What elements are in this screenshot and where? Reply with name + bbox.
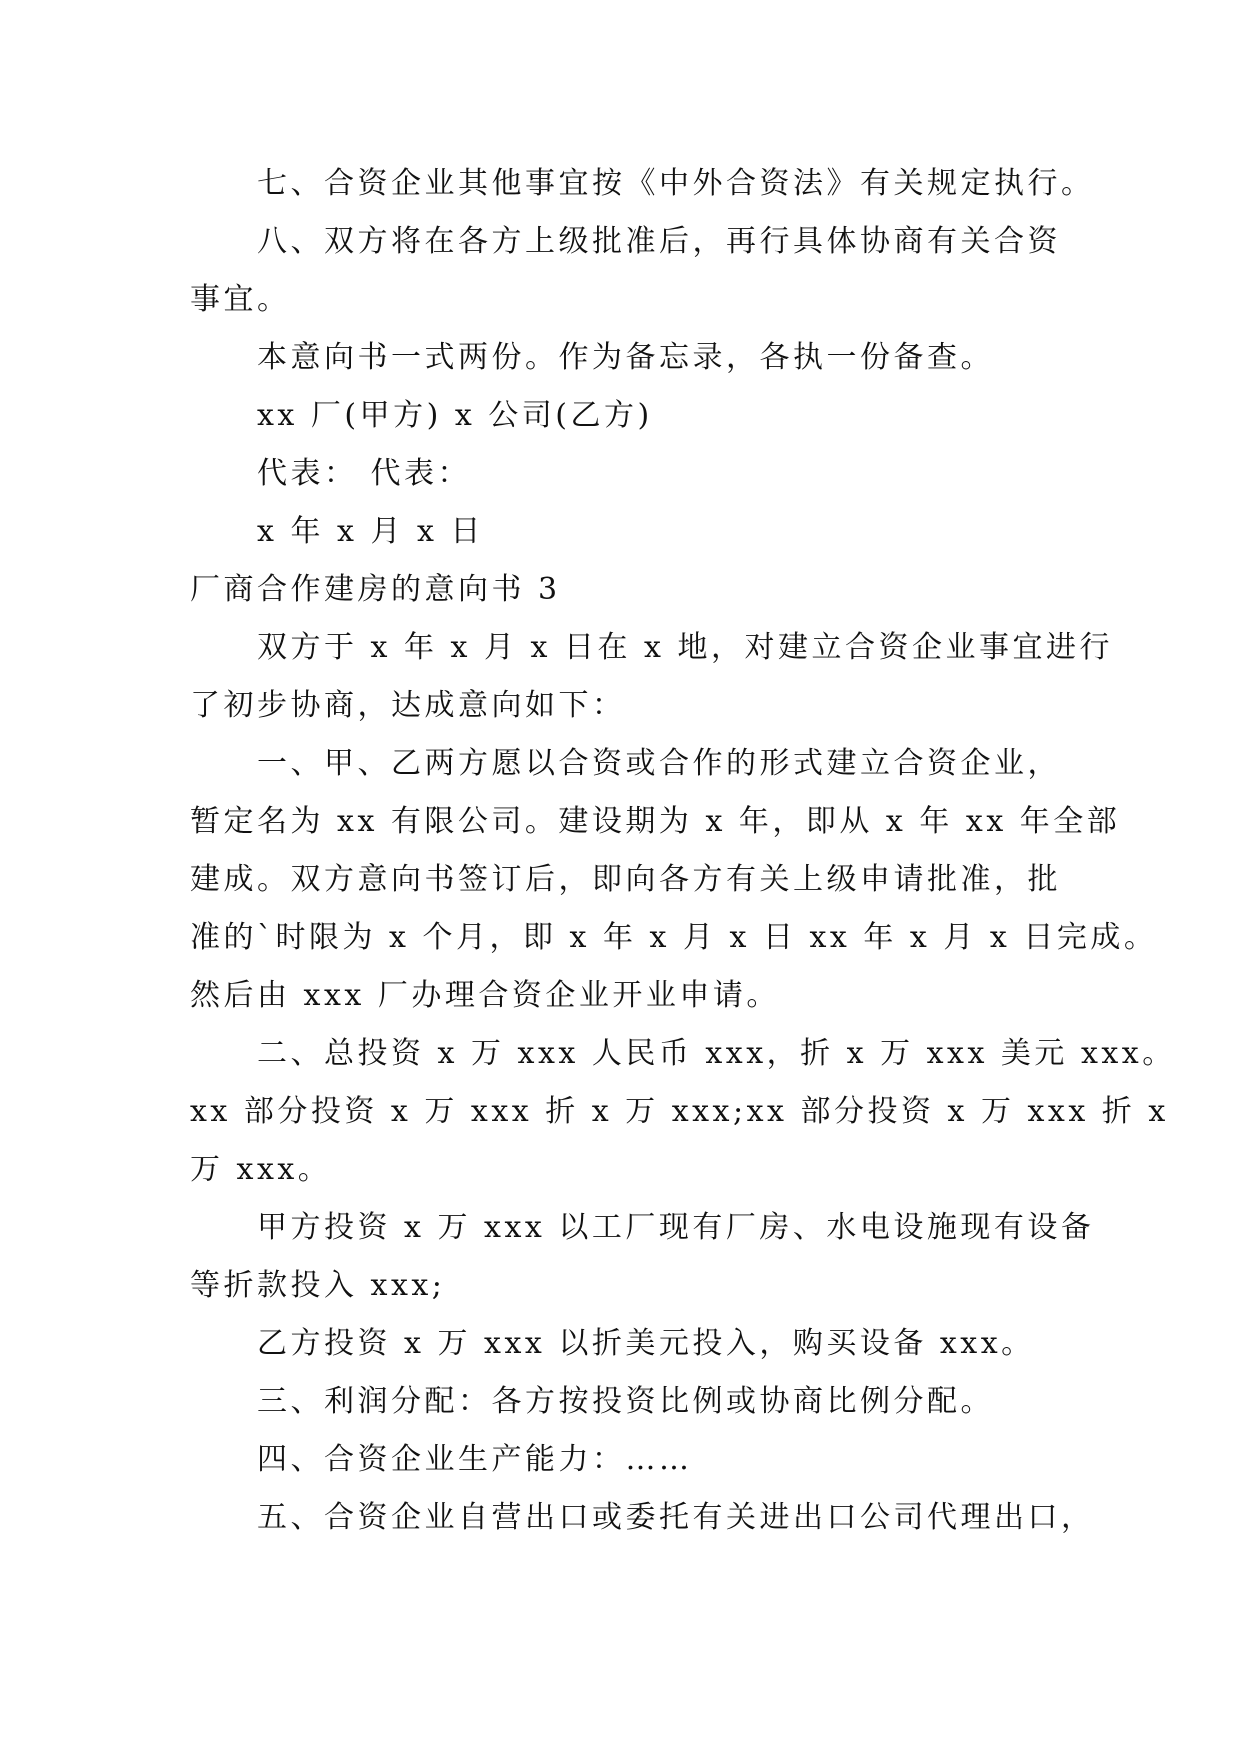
copies-note: 本意向书一式两份。作为备忘录，各执一份备查。	[257, 340, 994, 375]
party-a-investment-line-2: 等折款投入 xxx;	[190, 1268, 446, 1303]
clause-3-line: 三、利润分配：各方按投资比例或协商比例分配。	[257, 1384, 994, 1419]
clause-2-line-3: 万 xxx。	[190, 1152, 332, 1187]
party-a-investment-line-1: 甲方投资 x 万 xxx 以工厂现有厂房、水电设施现有设备	[257, 1210, 1095, 1245]
date-line: x 年 x 月 x 日	[257, 514, 484, 549]
clause-2-line-1: 二、总投资 x 万 xxx 人民币 xxx，折 x 万 xxx 美元 xxx。	[257, 1036, 1176, 1071]
clause-8-line-1: 八、双方将在各方上级批准后，再行具体协商有关合资	[257, 224, 1061, 259]
clause-1-line-5: 然后由 xxx 厂办理合资企业开业申请。	[190, 978, 780, 1013]
section-heading: 厂商合作建房的意向书 3	[190, 572, 561, 607]
clause-1-line-4: 准的`时限为 x 个月，即 x 年 x 月 x 日 xx 年 x 月 x 日完成。	[190, 920, 1158, 955]
clause-4-line: 四、合资企业生产能力：……	[257, 1442, 693, 1477]
clause-1-line-2: 暂定名为 xx 有限公司。建设期为 x 年，即从 x 年 xx 年全部	[190, 804, 1121, 839]
parties-line: xx 厂(甲方) x 公司(乙方)	[257, 398, 653, 433]
clause-1-line-3: 建成。双方意向书签订后，即向各方有关上级申请批准，批	[190, 862, 1061, 897]
clause-5-line: 五、合资企业自营出口或委托有关进出口公司代理出口，	[257, 1500, 1095, 1535]
representatives-line: 代表： 代表：	[257, 456, 472, 491]
document-body	[190, 155, 1176, 1547]
clause-8-line-2: 事宜。	[190, 282, 291, 317]
intro-line-2: 了初步协商，达成意向如下：	[190, 688, 626, 723]
clause-2-line-2: xx 部分投资 x 万 xxx 折 x 万 xxx;xx 部分投资 x 万 xxx 折 x	[190, 1094, 1169, 1129]
intro-line-1: 双方于 x 年 x 月 x 日在 x 地，对建立合资企业事宜进行	[257, 630, 1113, 665]
party-b-investment-line: 乙方投资 x 万 xxx 以折美元投入，购买设备 xxx。	[257, 1326, 1035, 1361]
clause-1-line-1: 一、甲、乙两方愿以合资或合作的形式建立合资企业，	[257, 746, 1061, 781]
clause-7-line: 七、合资企业其他事宜按《中外合资法》有关规定执行。	[257, 166, 1095, 201]
